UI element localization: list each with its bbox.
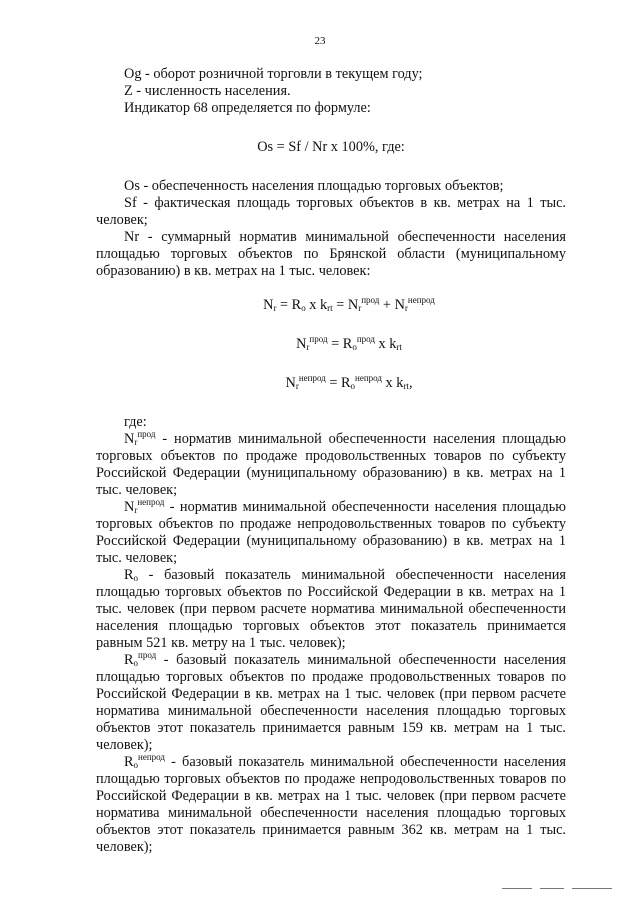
paragraph-nr: Nr - суммарный норматив минимальной обеспеченности населения площадью торговых объектов по Брянской области (муниципальному образованию) в кв. метрах на 1 тыс. человек:: [96, 229, 566, 279]
paragraph-gde: где:: [124, 414, 147, 430]
definition-ro-neprod: $R_o^{непрод}$ - базовый показатель минимальной обеспеченности населения площадью торговых объектов по продаже непродовольственных товаров по Российской Федерации в кв. метрах на 1 тыс. человек (при первом расчете норматива минимальной обеспеченности населения площадью торговых объектов этот показатель принимается равным 362 кв. метрам на 1 тыс. человек);: [96, 752, 566, 855]
definition-nr-prod: $N_r^{прод}$ - норматив минимальной обеспеченности населения площадью торговых объектов по продаже продовольственных товаров по субъекту Российской Федерации (муниципальному образованию) в кв. метрах на 1 тыс. человек;: [96, 429, 566, 498]
footer-line: [502, 888, 532, 889]
paragraph-z: Z - численность населения.: [124, 83, 291, 99]
paragraph-sf: Sf - фактическая площадь торговых объектов в кв. метрах на 1 тыс. человек;: [96, 195, 566, 228]
formula-os: Os = Sf / Nr x 100%, где:: [257, 139, 405, 155]
body-text: [96, 66, 566, 856]
formula-nr-prod: $N_r^{прод} = R_o^{прод}$ x $k_{rt}$: [296, 334, 402, 352]
footer-marks: [502, 888, 612, 890]
page-number: 23: [314, 35, 326, 47]
paragraph-indicator: Индикатор 68 определяется по формуле:: [124, 100, 371, 116]
definition-ro-prod: $R_o^{прод}$ - базовый показатель минимальной обеспеченности населения площадью торговых объектов по продаже продовольственных товаров по Российской Федерации в кв. метрах на 1 тыс. человек (при первом расчете норматива минимальной обеспеченности населения площадью торговых объектов этот показатель принимается равным 159 кв. метрам на 1 тыс. человек);: [96, 650, 566, 753]
formula-nr-sum: $N_r = R_o$ x $k_{rt} = N_r^{прод} + N_r^{непрод}$: [263, 295, 435, 313]
footer-line: [540, 888, 564, 889]
paragraph-os: Os - обеспеченность населения площадью торговых объектов;: [124, 178, 504, 194]
definition-ro: $R_o$ - базовый показатель минимальной обеспеченности населения площадью торговых объектов по Российской Федерации в кв. метрах на 1 тыс. человек (при первом расчете норматива минимальной обеспеченности населения площадью торговых объектов этот показатель принимается равным 521 кв. метру на 1 тыс. человек);: [96, 567, 566, 651]
formula-nr-neprod: $N_r^{непрод} = R_o^{непрод}$ x $k_{rt}$,: [285, 373, 413, 391]
paragraph-og: Og - оборот розничной торговли в текущем году;: [124, 66, 423, 82]
definition-nr-neprod: $N_r^{непрод}$ - норматив минимальной обеспеченности населения площадью торговых объектов по продаже непродовольственных товаров по субъекту Российской Федерации (муниципальному образованию) в кв. метрах на 1 тыс. человек;: [96, 497, 566, 566]
footer-line: [572, 888, 612, 889]
